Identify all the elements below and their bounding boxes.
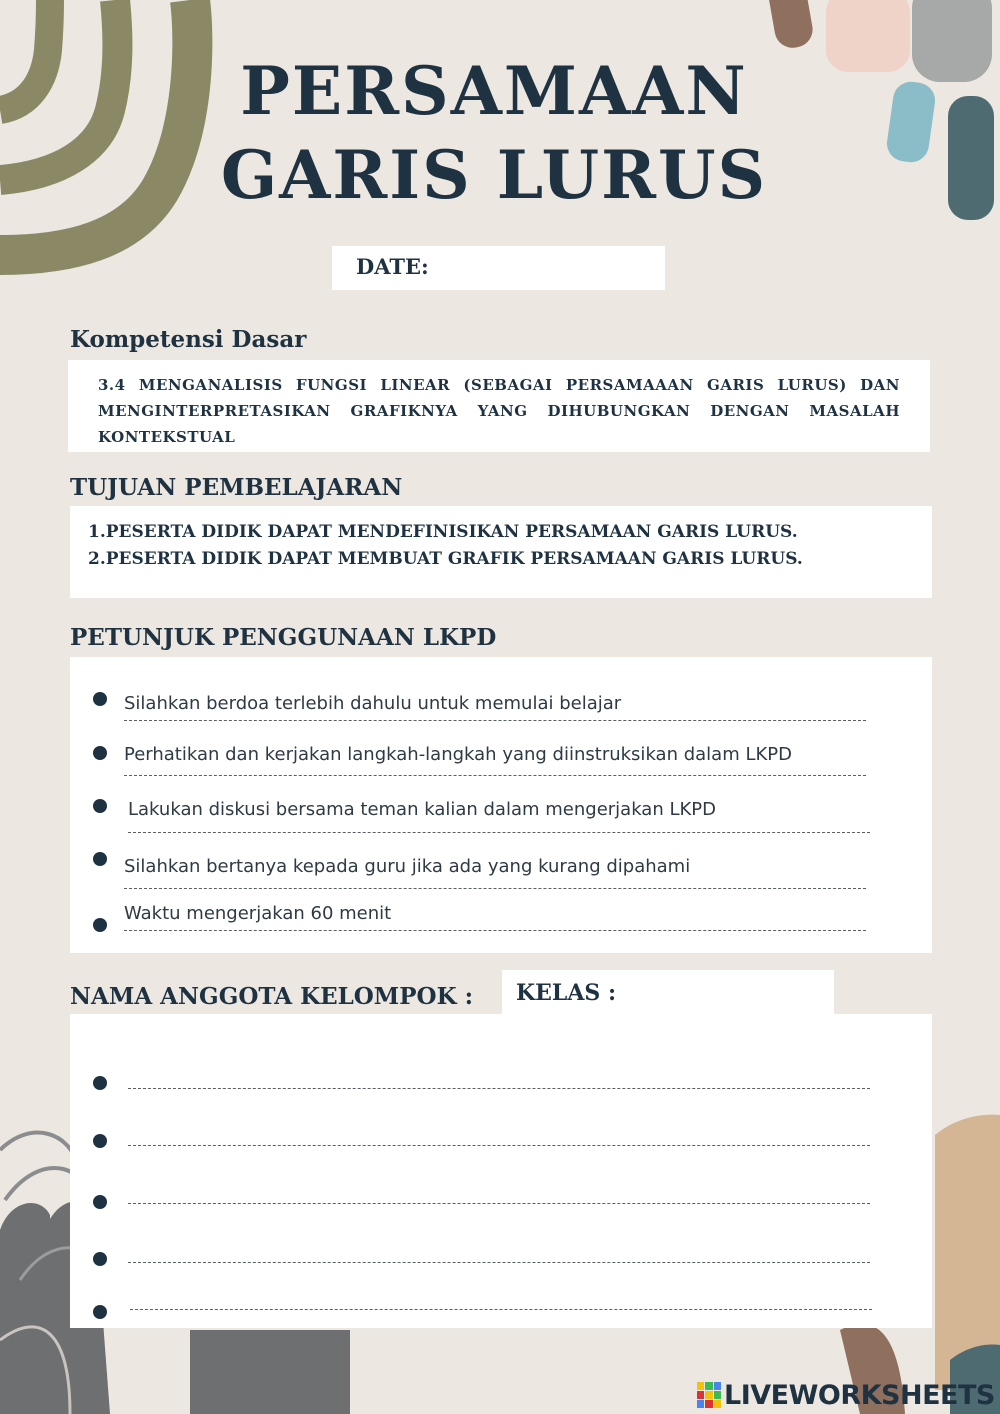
page-title-line-1: PERSAMAAN <box>240 52 748 130</box>
bullet-icon <box>93 1134 107 1148</box>
member-name-line-3[interactable] <box>128 1203 870 1204</box>
dashed-line <box>124 775 866 776</box>
member-name-line-5[interactable] <box>130 1309 872 1310</box>
member-name-line-1[interactable] <box>128 1088 870 1089</box>
bullet-icon <box>93 918 107 932</box>
petunjuk-box <box>70 657 932 953</box>
bullet-icon <box>93 799 107 813</box>
tujuan-heading: TUJUAN PEMBELAJARAN <box>70 474 403 501</box>
kelas-field[interactable] <box>502 970 834 1020</box>
member-name-line-4[interactable] <box>128 1262 870 1263</box>
bullet-icon <box>93 1305 107 1319</box>
liveworksheets-logo-icon <box>697 1382 721 1408</box>
dashed-line <box>124 930 866 931</box>
kompetensi-dasar-text: 3.4 MENGANALISIS FUNGSI LINEAR (SEBAGAI PERSAMAAAN GARIS LURUS) DAN MENGINTERPRETASIKAN GRAFIKNYA YANG DIHUBUNGKAN DENGAN MASALAH KONTEKSTUAL <box>98 376 900 446</box>
petunjuk-item-2: Perhatikan dan kerjakan langkah-langkah yang diinstruksikan dalam LKPD <box>124 744 792 765</box>
member-name-line-2[interactable] <box>128 1145 870 1146</box>
tujuan-item-2: 2.PESERTA DIDIK DAPAT MEMBUAT GRAFIK PERSAMAAN GARIS LURUS. <box>88 549 803 569</box>
tujuan-item-1: 1.PESERTA DIDIK DAPAT MENDEFINISIKAN PERSAMAAN GARIS LURUS. <box>88 522 798 542</box>
petunjuk-item-5: Waktu mengerjakan 60 menit <box>124 903 392 924</box>
petunjuk-item-1: Silahkan berdoa terlebih dahulu untuk memulai belajar <box>124 693 622 714</box>
liveworksheets-watermark[interactable] <box>697 1380 995 1410</box>
dashed-line <box>124 720 866 721</box>
page-title-line-2: GARIS LURUS <box>220 136 768 214</box>
olive-arch-decoration <box>0 0 192 255</box>
kelas-label: KELAS : <box>516 980 617 1006</box>
bullet-icon <box>93 1076 107 1090</box>
date-label: DATE: <box>356 254 429 279</box>
bullet-icon <box>93 746 107 760</box>
tujuan-box <box>70 506 932 598</box>
bullet-icon <box>93 1195 107 1209</box>
dashed-line <box>124 888 866 889</box>
petunjuk-heading: PETUNJUK PENGGUNAAN LKPD <box>70 624 497 651</box>
brown-stroke-decoration <box>766 0 815 51</box>
bullet-icon <box>93 692 107 706</box>
kompetensi-dasar-heading: Kompetensi Dasar <box>70 326 307 353</box>
bullet-icon <box>93 852 107 866</box>
liveworksheets-text: LIVEWORKSHEETS <box>724 1379 995 1411</box>
bullet-icon <box>93 1252 107 1266</box>
petunjuk-item-4: Silahkan bertanya kepada guru jika ada yang kurang dipahami <box>124 856 691 877</box>
dashed-line <box>128 832 870 833</box>
kelompok-heading: NAMA ANGGOTA KELOMPOK : <box>70 983 474 1010</box>
kompetensi-dasar-box <box>68 360 930 452</box>
petunjuk-item-3: Lakukan diskusi bersama teman kalian dalam mengerjakan LKPD <box>128 799 717 820</box>
date-field[interactable] <box>332 246 665 290</box>
kelompok-box <box>70 1014 932 1328</box>
